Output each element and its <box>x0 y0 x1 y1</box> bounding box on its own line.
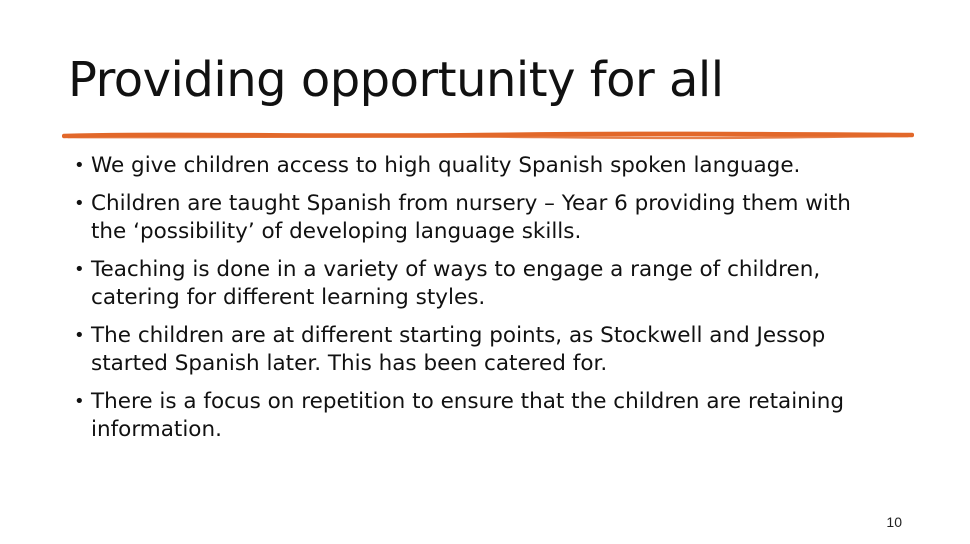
bullet-text: We give children access to high quality Spanish spoken language. <box>91 153 801 178</box>
bullet-list <box>74 152 874 454</box>
bullet-dot: • <box>74 325 85 346</box>
bullet-item <box>74 388 874 444</box>
page-number: 10 <box>886 514 902 530</box>
slide-title: Providing opportunity for all <box>68 52 724 108</box>
bullet-text: The children are at different starting points, as Stockwell and Jessop started Spanish later. This has been catered for. <box>91 323 826 376</box>
title-underline-brushstroke <box>62 128 914 144</box>
brushstroke-texture <box>68 136 908 138</box>
bullet-dot: • <box>74 155 85 176</box>
bullet-dot: • <box>74 391 85 412</box>
bullet-item <box>74 322 874 378</box>
bullet-dot: • <box>74 193 85 214</box>
bullet-dot: • <box>74 259 85 280</box>
bullet-text: Children are taught Spanish from nursery – Year 6 providing them with the ‘possibility’ of developing language skills. <box>91 191 851 244</box>
bullet-item <box>74 256 874 312</box>
bullet-item <box>74 190 874 246</box>
bullet-item <box>74 152 874 180</box>
bullet-text: There is a focus on repetition to ensure that the children are retaining information. <box>91 389 845 442</box>
bullet-text: Teaching is done in a variety of ways to engage a range of children, catering for different learning styles. <box>91 257 821 310</box>
